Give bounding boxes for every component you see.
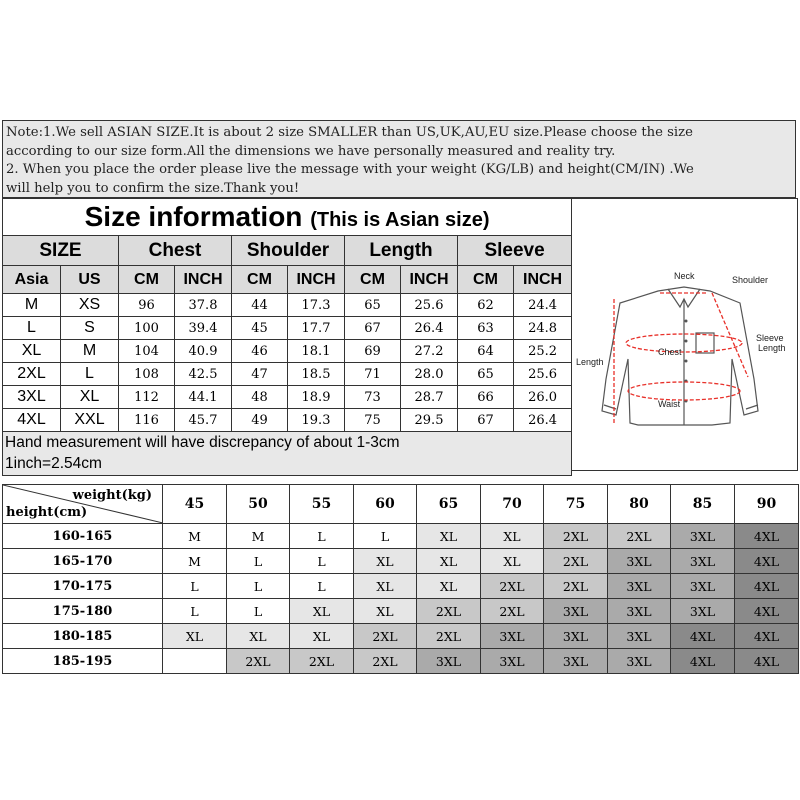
size-cell: XS bbox=[61, 294, 119, 317]
recommended-size-cell: 2XL bbox=[290, 649, 354, 674]
measurement-cell: 27.2 bbox=[401, 340, 458, 363]
weight-header-cell: 90 bbox=[735, 485, 799, 524]
measurement-cell: 65 bbox=[458, 363, 514, 386]
recommended-size-cell: 3XL bbox=[608, 599, 671, 624]
measurement-cell: 26.0 bbox=[514, 386, 572, 409]
size-row bbox=[3, 294, 572, 317]
measurement-cell: 18.5 bbox=[288, 363, 345, 386]
sub-header: INCH bbox=[288, 266, 345, 294]
recommended-size-cell: L bbox=[227, 549, 290, 574]
measurement-cell: 24.4 bbox=[514, 294, 572, 317]
label-sleeve: Sleeve bbox=[756, 333, 784, 343]
measurement-cell: 73 bbox=[345, 386, 401, 409]
measurement-cell: 67 bbox=[458, 409, 514, 432]
weight-height-table bbox=[2, 484, 799, 674]
measurement-cell: 48 bbox=[232, 386, 288, 409]
recommended-size-cell: XL bbox=[417, 574, 481, 599]
measurement-cell: 64 bbox=[458, 340, 514, 363]
weight-header-cell: 45 bbox=[163, 485, 227, 524]
measurement-cell: 108 bbox=[119, 363, 175, 386]
height-row bbox=[3, 624, 799, 649]
measurement-cell: 24.8 bbox=[514, 317, 572, 340]
note-box bbox=[2, 120, 796, 198]
footnote-inch: 1inch=2.54cm bbox=[3, 454, 572, 476]
recommended-size-cell: 2XL bbox=[481, 574, 544, 599]
size-row bbox=[3, 409, 572, 432]
size-cell: S bbox=[61, 317, 119, 340]
measurement-cell: 28.7 bbox=[401, 386, 458, 409]
measurement-cell: 17.3 bbox=[288, 294, 345, 317]
recommended-size-cell: 2XL bbox=[608, 524, 671, 549]
height-range-cell: 160-165 bbox=[3, 524, 163, 549]
recommended-size-cell bbox=[163, 649, 227, 674]
recommended-size-cell: 4XL bbox=[735, 649, 799, 674]
group-header-size: SIZE bbox=[3, 236, 119, 266]
weight-header-cell: 80 bbox=[608, 485, 671, 524]
recommended-size-cell: L bbox=[163, 574, 227, 599]
footnote-row bbox=[3, 432, 572, 454]
sub-header-row bbox=[3, 266, 572, 294]
size-row bbox=[3, 317, 572, 340]
recommended-size-cell: XL bbox=[290, 599, 354, 624]
measurement-cell: 40.9 bbox=[175, 340, 232, 363]
sub-header: CM bbox=[458, 266, 514, 294]
measurement-cell: 62 bbox=[458, 294, 514, 317]
height-range-cell: 185-195 bbox=[3, 649, 163, 674]
group-header-shoulder: Shoulder bbox=[232, 236, 345, 266]
title-text: Size information bbox=[84, 201, 303, 232]
size-cell: L bbox=[3, 317, 61, 340]
footnote-row bbox=[3, 454, 572, 476]
recommended-size-cell: L bbox=[290, 549, 354, 574]
size-chart-page bbox=[2, 120, 798, 672]
recommended-size-cell: 3XL bbox=[671, 524, 735, 549]
size-row bbox=[3, 363, 572, 386]
recommended-size-cell: 2XL bbox=[417, 624, 481, 649]
recommended-size-cell: 4XL bbox=[735, 574, 799, 599]
recommended-size-cell: 3XL bbox=[481, 624, 544, 649]
label-neck: Neck bbox=[674, 271, 695, 281]
recommended-size-cell: 2XL bbox=[227, 649, 290, 674]
measurement-cell: 17.7 bbox=[288, 317, 345, 340]
measurement-cell: 67 bbox=[345, 317, 401, 340]
size-cell: XL bbox=[61, 386, 119, 409]
recommended-size-cell: XL bbox=[417, 524, 481, 549]
recommended-size-cell: XL bbox=[354, 549, 417, 574]
measurement-cell: 44 bbox=[232, 294, 288, 317]
label-waist: Waist bbox=[658, 399, 681, 409]
label-sleeve-length: Length bbox=[758, 343, 786, 353]
recommended-size-cell: M bbox=[163, 524, 227, 549]
measurement-cell: 18.9 bbox=[288, 386, 345, 409]
height-range-cell: 170-175 bbox=[3, 574, 163, 599]
measurement-cell: 29.5 bbox=[401, 409, 458, 432]
measurement-cell: 71 bbox=[345, 363, 401, 386]
weight-header-cell: 65 bbox=[417, 485, 481, 524]
weight-header-cell: 70 bbox=[481, 485, 544, 524]
measurement-cell: 37.8 bbox=[175, 294, 232, 317]
measurement-cell: 26.4 bbox=[514, 409, 572, 432]
note-line: will help you to confirm the size.Thank you! bbox=[6, 180, 300, 196]
size-cell: M bbox=[61, 340, 119, 363]
recommended-size-cell: M bbox=[163, 549, 227, 574]
measurement-cell: 96 bbox=[119, 294, 175, 317]
weight-header-cell: 60 bbox=[354, 485, 417, 524]
recommended-size-cell: XL bbox=[481, 524, 544, 549]
measurement-cell: 19.3 bbox=[288, 409, 345, 432]
recommended-size-cell: 3XL bbox=[544, 599, 608, 624]
recommended-size-cell: XL bbox=[290, 624, 354, 649]
measurement-cell: 69 bbox=[345, 340, 401, 363]
recommended-size-cell: L bbox=[227, 599, 290, 624]
footnote-discrepancy: Hand measurement will have discrepancy of about 1-3cm bbox=[3, 432, 572, 454]
recommended-size-cell: 3XL bbox=[671, 574, 735, 599]
measurement-cell: 47 bbox=[232, 363, 288, 386]
recommended-size-cell: XL bbox=[417, 549, 481, 574]
recommended-size-cell: 3XL bbox=[608, 549, 671, 574]
height-row bbox=[3, 549, 799, 574]
recommended-size-cell: XL bbox=[481, 549, 544, 574]
weight-header-cell: 75 bbox=[544, 485, 608, 524]
subtitle-text: (This is Asian size) bbox=[310, 209, 490, 231]
recommended-size-cell: 3XL bbox=[608, 649, 671, 674]
recommended-size-cell: XL bbox=[354, 599, 417, 624]
sub-header: CM bbox=[119, 266, 175, 294]
group-header-row bbox=[3, 236, 572, 266]
recommended-size-cell: L bbox=[290, 524, 354, 549]
shirt-illustration bbox=[572, 199, 797, 470]
size-cell: XXL bbox=[61, 409, 119, 432]
height-range-cell: 165-170 bbox=[3, 549, 163, 574]
recommended-size-cell: XL bbox=[227, 624, 290, 649]
size-cell: 2XL bbox=[3, 363, 61, 386]
measurement-cell: 66 bbox=[458, 386, 514, 409]
weight-header-cell: 50 bbox=[227, 485, 290, 524]
measurement-cell: 39.4 bbox=[175, 317, 232, 340]
recommended-size-cell: 2XL bbox=[354, 624, 417, 649]
recommended-size-cell: XL bbox=[354, 574, 417, 599]
recommended-size-cell: 2XL bbox=[481, 599, 544, 624]
size-cell: 3XL bbox=[3, 386, 61, 409]
measurement-cell: 44.1 bbox=[175, 386, 232, 409]
label-length: Length bbox=[576, 357, 604, 367]
measurement-cell: 75 bbox=[345, 409, 401, 432]
recommended-size-cell: 4XL bbox=[671, 649, 735, 674]
measurement-cell: 18.1 bbox=[288, 340, 345, 363]
sub-header: CM bbox=[232, 266, 288, 294]
measurement-cell: 46 bbox=[232, 340, 288, 363]
measurement-cell: 26.4 bbox=[401, 317, 458, 340]
recommended-size-cell: 3XL bbox=[608, 574, 671, 599]
recommended-size-cell: XL bbox=[163, 624, 227, 649]
recommended-size-cell: 3XL bbox=[671, 599, 735, 624]
size-cell: 4XL bbox=[3, 409, 61, 432]
measurement-cell: 42.5 bbox=[175, 363, 232, 386]
measurement-cell: 45.7 bbox=[175, 409, 232, 432]
height-row bbox=[3, 574, 799, 599]
sub-header: US bbox=[61, 266, 119, 294]
measurement-cell: 63 bbox=[458, 317, 514, 340]
group-header-sleeve: Sleeve bbox=[458, 236, 572, 266]
weight-header-cell: 55 bbox=[290, 485, 354, 524]
corner-cell bbox=[3, 485, 163, 524]
recommended-size-cell: 4XL bbox=[735, 624, 799, 649]
label-shoulder: Shoulder bbox=[732, 275, 769, 285]
recommended-size-cell: 4XL bbox=[735, 549, 799, 574]
note-line: Note:1.We sell ASIAN SIZE.It is about 2 size SMALLER than US,UK,AU,EU size.Please choose the size bbox=[6, 125, 693, 140]
height-range-cell: 180-185 bbox=[3, 624, 163, 649]
note-line: according to our size form.All the dimensions we have personally measured and reality try. bbox=[6, 143, 616, 159]
recommended-size-cell: 3XL bbox=[608, 624, 671, 649]
label-chest: Chest bbox=[658, 347, 682, 357]
height-axis-label: height(cm) bbox=[6, 505, 88, 520]
sub-header: Asia bbox=[3, 266, 61, 294]
size-cell: L bbox=[61, 363, 119, 386]
size-row bbox=[3, 340, 572, 363]
sub-header: INCH bbox=[514, 266, 572, 294]
size-table-title bbox=[3, 199, 572, 236]
measurement-cell: 28.0 bbox=[401, 363, 458, 386]
group-header-chest: Chest bbox=[119, 236, 232, 266]
recommended-size-cell: L bbox=[354, 524, 417, 549]
recommended-size-cell: L bbox=[290, 574, 354, 599]
size-cell: M bbox=[3, 294, 61, 317]
group-header-length: Length bbox=[345, 236, 458, 266]
recommended-size-cell: 2XL bbox=[544, 549, 608, 574]
recommended-size-cell: 2XL bbox=[354, 649, 417, 674]
sub-header: INCH bbox=[401, 266, 458, 294]
size-information-table bbox=[2, 198, 572, 476]
weight-header-row bbox=[3, 485, 799, 524]
recommended-size-cell: 4XL bbox=[735, 599, 799, 624]
sub-header: INCH bbox=[175, 266, 232, 294]
recommended-size-cell: 3XL bbox=[544, 624, 608, 649]
measurement-cell: 116 bbox=[119, 409, 175, 432]
shirt-measurement-diagram bbox=[571, 198, 798, 471]
height-range-cell: 175-180 bbox=[3, 599, 163, 624]
height-row bbox=[3, 524, 799, 549]
measurement-cell: 25.2 bbox=[514, 340, 572, 363]
recommended-size-cell: 2XL bbox=[544, 524, 608, 549]
recommended-size-cell: 3XL bbox=[417, 649, 481, 674]
recommended-size-cell: L bbox=[163, 599, 227, 624]
note-line: 2. When you place the order please live the message with your weight (KG/LB) and height(CM/IN) .We bbox=[6, 162, 694, 177]
size-row bbox=[3, 386, 572, 409]
recommended-size-cell: M bbox=[227, 524, 290, 549]
measurement-cell: 25.6 bbox=[401, 294, 458, 317]
recommended-size-cell: 4XL bbox=[735, 524, 799, 549]
measurement-cell: 25.6 bbox=[514, 363, 572, 386]
measurement-cell: 45 bbox=[232, 317, 288, 340]
recommended-size-cell: L bbox=[227, 574, 290, 599]
sub-header: CM bbox=[345, 266, 401, 294]
recommended-size-cell: 3XL bbox=[481, 649, 544, 674]
recommended-size-cell: 2XL bbox=[417, 599, 481, 624]
height-row bbox=[3, 599, 799, 624]
height-row bbox=[3, 649, 799, 674]
weight-header-cell: 85 bbox=[671, 485, 735, 524]
measurement-arrows bbox=[614, 293, 748, 423]
recommended-size-cell: 4XL bbox=[671, 624, 735, 649]
size-cell: XL bbox=[3, 340, 61, 363]
recommended-size-cell: 3XL bbox=[671, 549, 735, 574]
recommended-size-cell: 2XL bbox=[544, 574, 608, 599]
measurement-cell: 49 bbox=[232, 409, 288, 432]
measurement-cell: 104 bbox=[119, 340, 175, 363]
weight-axis-label: weight(kg) bbox=[72, 488, 152, 503]
measurement-cell: 112 bbox=[119, 386, 175, 409]
recommended-size-cell: 3XL bbox=[544, 649, 608, 674]
measurement-cell: 100 bbox=[119, 317, 175, 340]
measurement-cell: 65 bbox=[345, 294, 401, 317]
